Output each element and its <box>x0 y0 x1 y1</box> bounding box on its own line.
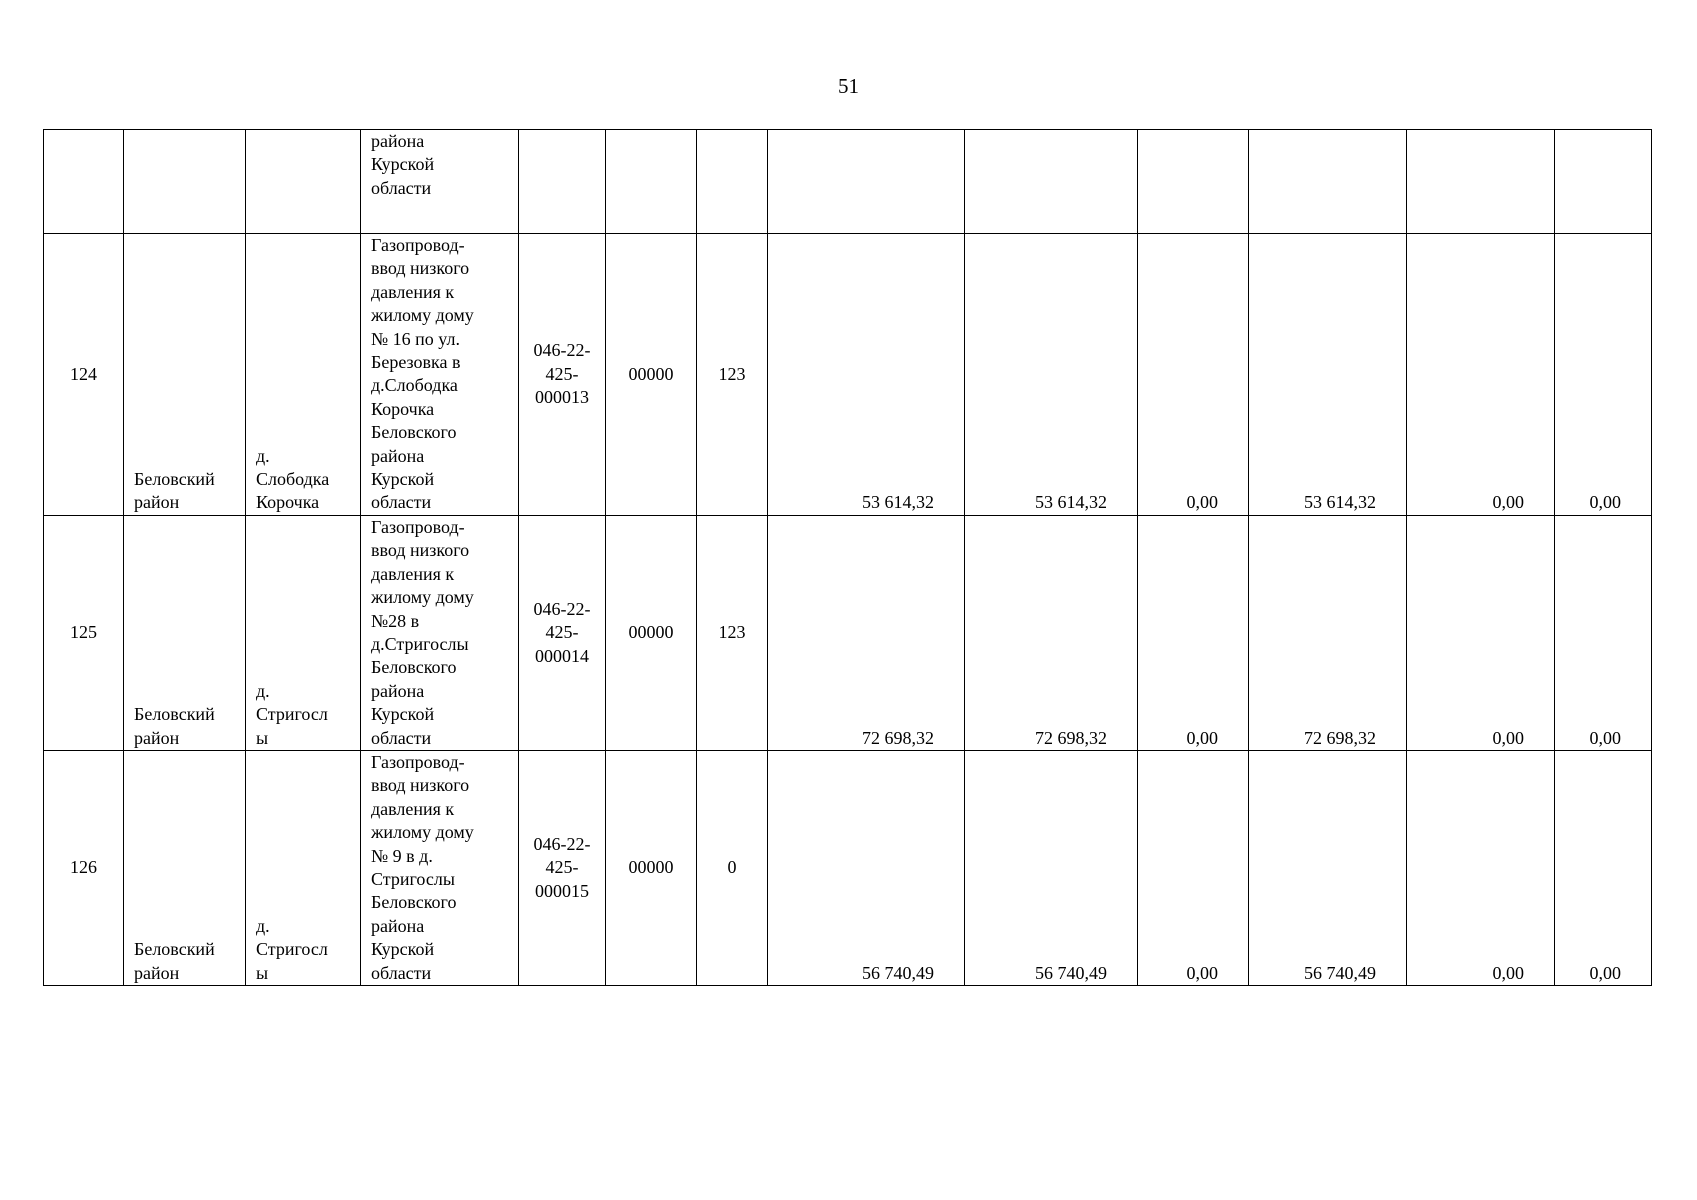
cell-district: Беловский район <box>124 234 246 516</box>
cell-value-2: 53 614,32 <box>965 234 1138 516</box>
cell-value-3 <box>1138 130 1249 234</box>
cell-district: Беловский район <box>124 750 246 985</box>
cell-account <box>697 130 768 234</box>
cell-value-2: 56 740,49 <box>965 750 1138 985</box>
cell-index: 125 <box>44 515 124 750</box>
cell-value-6: 0,00 <box>1555 234 1652 516</box>
cell-value-6: 0,00 <box>1555 750 1652 985</box>
cell-index: 124 <box>44 234 124 516</box>
cell-settlement <box>246 130 361 234</box>
cell-inventory-number <box>519 130 606 234</box>
cell-code: 00000 <box>606 234 697 516</box>
cell-object-name: Газопровод- ввод низкого давления к жилому дому № 9 в д. Стригослы Беловского района Курской области <box>361 750 519 985</box>
cell-settlement: д. Стригосл ы <box>246 750 361 985</box>
cell-value-2 <box>965 130 1138 234</box>
cell-district <box>124 130 246 234</box>
cell-district: Беловский район <box>124 515 246 750</box>
cell-account: 123 <box>697 234 768 516</box>
cell-index <box>44 130 124 234</box>
cell-account: 123 <box>697 515 768 750</box>
page-number: 51 <box>838 74 859 98</box>
cell-value-1: 56 740,49 <box>768 750 965 985</box>
cell-object-name: Газопровод- ввод низкого давления к жилому дому №28 в д.Стригослы Беловского района Курской области <box>361 515 519 750</box>
cell-value-5: 0,00 <box>1407 234 1555 516</box>
table-row <box>44 234 1652 516</box>
cell-code: 00000 <box>606 750 697 985</box>
cell-settlement: д. Слободка Корочка <box>246 234 361 516</box>
cell-account: 0 <box>697 750 768 985</box>
table-row-continuation <box>44 130 1652 234</box>
cell-object-name: района Курской области <box>361 130 519 234</box>
cell-index: 126 <box>44 750 124 985</box>
table-row <box>44 515 1652 750</box>
cell-object-name: Газопровод- ввод низкого давления к жилому дому № 16 по ул. Березовка в д.Слободка Корочка Беловского района Курской области <box>361 234 519 516</box>
table-row <box>44 750 1652 985</box>
cell-settlement: д. Стригосл ы <box>246 515 361 750</box>
cell-value-2: 72 698,32 <box>965 515 1138 750</box>
cell-value-6: 0,00 <box>1555 515 1652 750</box>
cell-value-3: 0,00 <box>1138 234 1249 516</box>
cell-value-5: 0,00 <box>1407 750 1555 985</box>
cell-inventory-number: 046-22- 425- 000015 <box>519 750 606 985</box>
cell-code: 00000 <box>606 515 697 750</box>
cell-value-4: 72 698,32 <box>1249 515 1407 750</box>
cell-inventory-number: 046-22- 425- 000014 <box>519 515 606 750</box>
cell-value-1: 72 698,32 <box>768 515 965 750</box>
cell-value-5 <box>1407 130 1555 234</box>
cell-value-3: 0,00 <box>1138 515 1249 750</box>
cell-value-4: 53 614,32 <box>1249 234 1407 516</box>
cell-value-1: 53 614,32 <box>768 234 965 516</box>
cell-value-4 <box>1249 130 1407 234</box>
cell-inventory-number: 046-22- 425- 000013 <box>519 234 606 516</box>
asset-register-table <box>43 129 1652 986</box>
cell-value-3: 0,00 <box>1138 750 1249 985</box>
cell-code <box>606 130 697 234</box>
cell-value-1 <box>768 130 965 234</box>
cell-value-6 <box>1555 130 1652 234</box>
cell-value-4: 56 740,49 <box>1249 750 1407 985</box>
cell-value-5: 0,00 <box>1407 515 1555 750</box>
